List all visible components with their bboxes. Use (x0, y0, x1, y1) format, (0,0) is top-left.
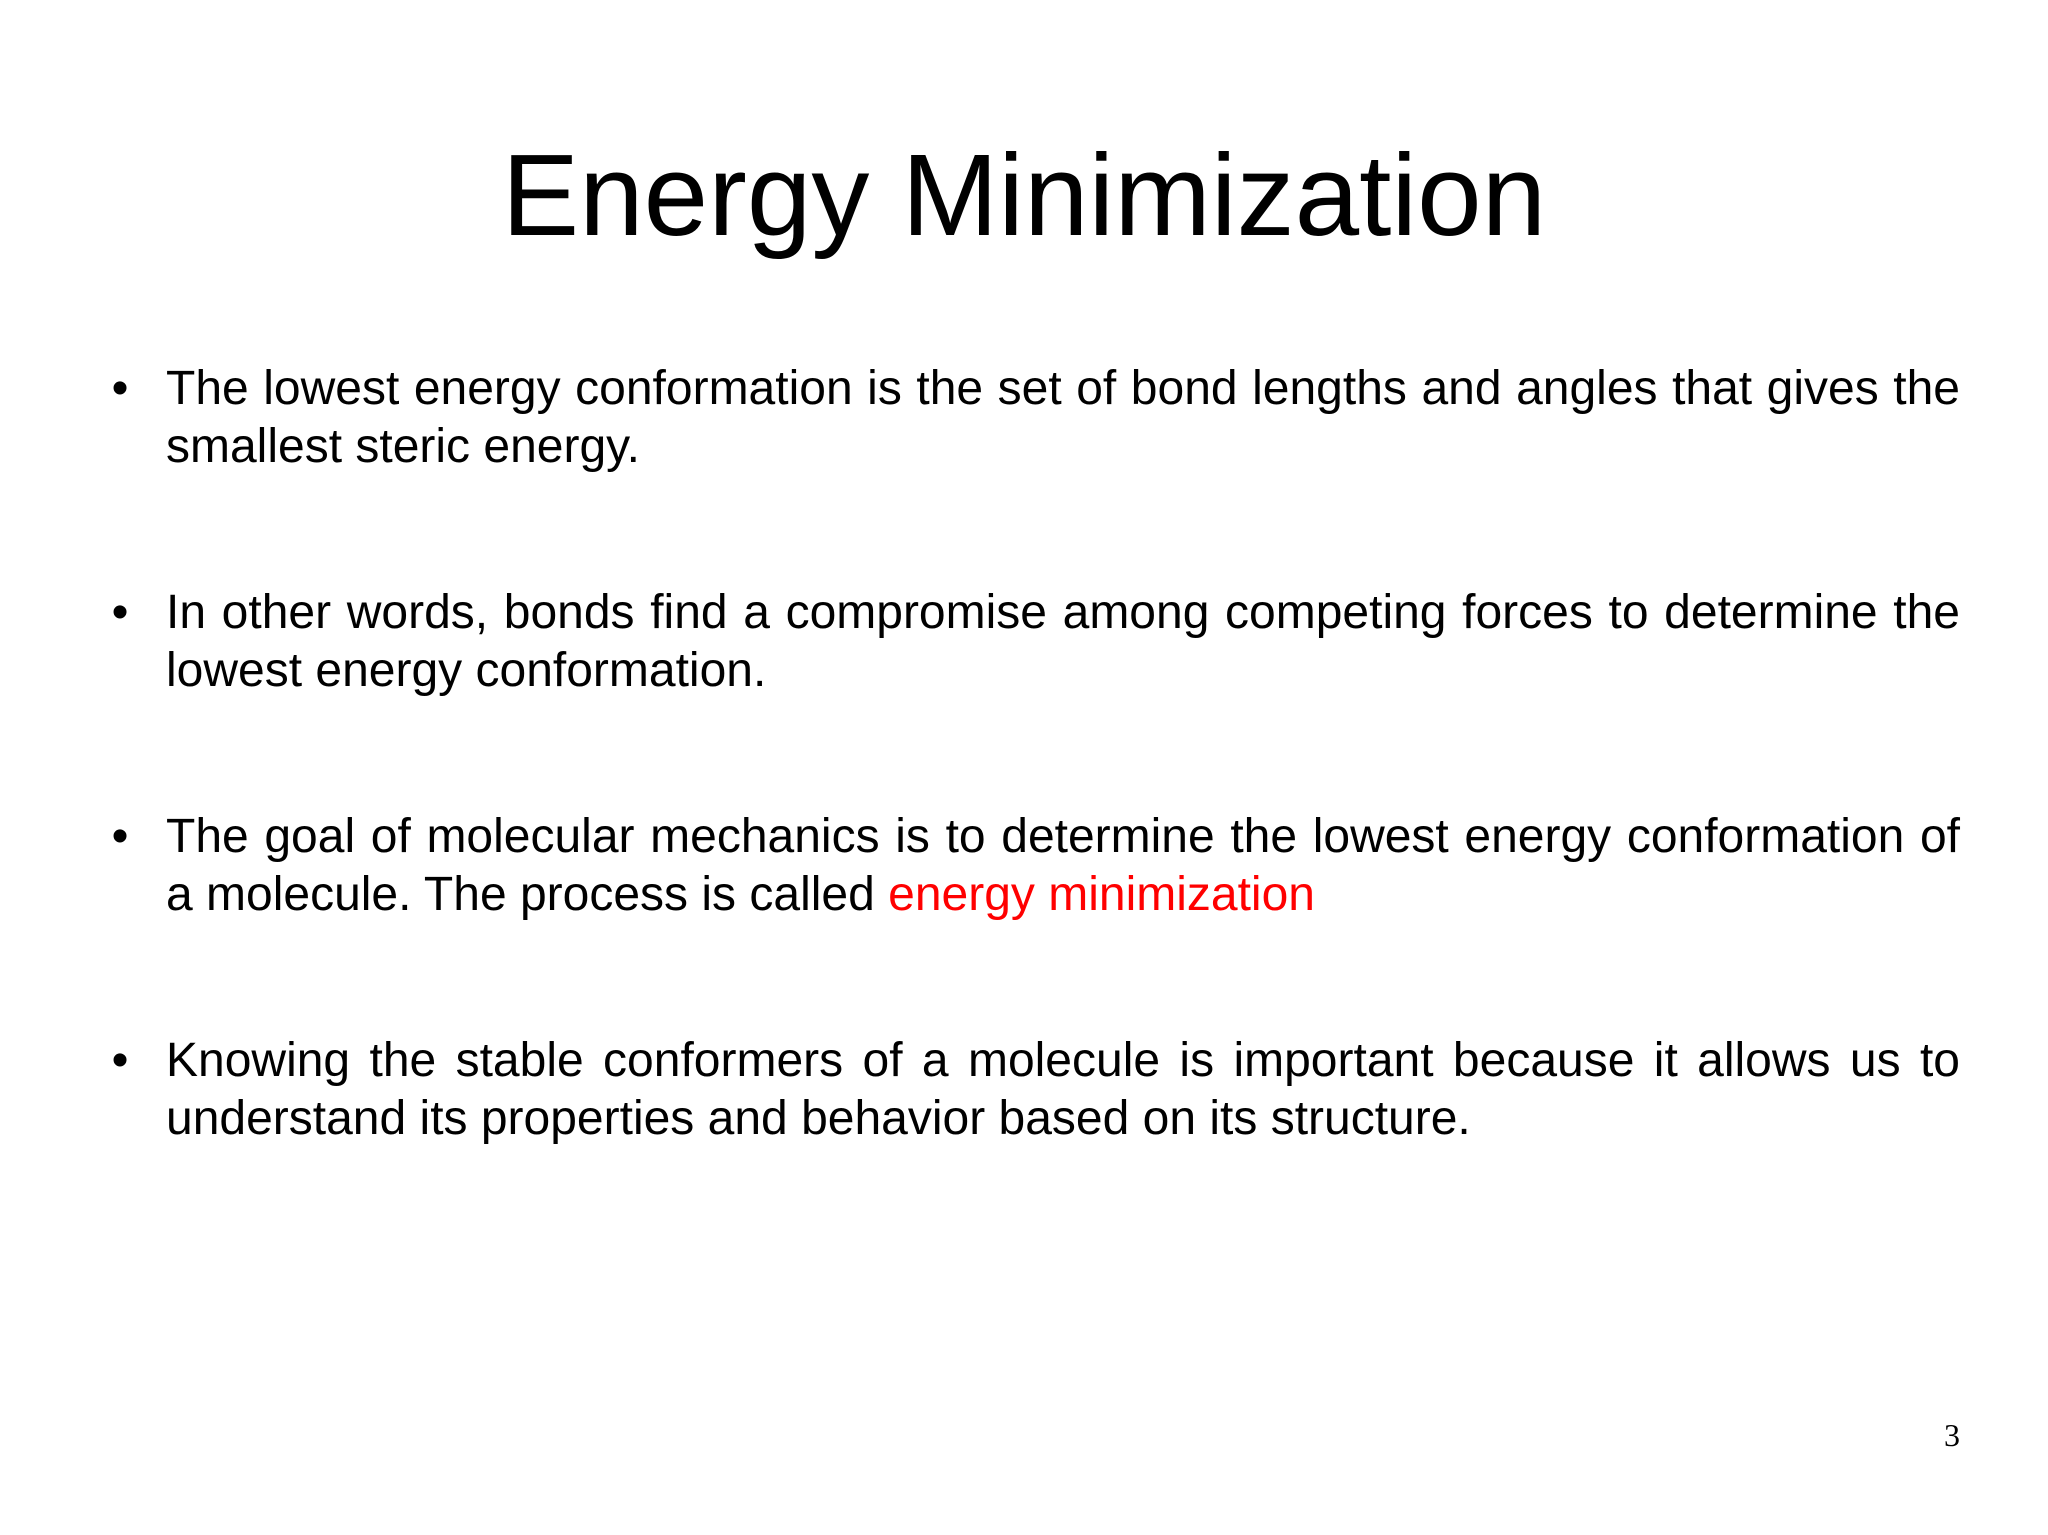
bullet-text: The goal of molecular mechanics is to determine the lowest energy conformation of a molecule. The process is called (166, 810, 1960, 921)
bullet-icon: • (111, 810, 129, 863)
bullet-list (100, 360, 1960, 1256)
bullet-item-2 (100, 584, 1960, 700)
page-number: 3 (1944, 1417, 1960, 1453)
bullet-icon: • (111, 586, 129, 639)
bullet-text: The lowest energy conformation is the set of bond lengths and angles that gives the smallest steric energy. (166, 362, 1960, 473)
bullet-text: Knowing the stable conformers of a molecule is important because it allows us to understand its properties and behavior based on its structure. (166, 1034, 1960, 1145)
bullet-item-1 (100, 360, 1960, 476)
bullet-icon: • (111, 1034, 129, 1087)
highlighted-term: energy minimization (888, 868, 1315, 921)
bullet-item-3 (100, 808, 1960, 924)
slide-title: Energy Minimization (501, 130, 1547, 260)
bullet-text: In other words, bonds find a compromise among competing forces to determine the lowest energy conformation. (166, 586, 1960, 697)
bullet-icon: • (111, 362, 129, 415)
bullet-item-4 (100, 1032, 1960, 1148)
